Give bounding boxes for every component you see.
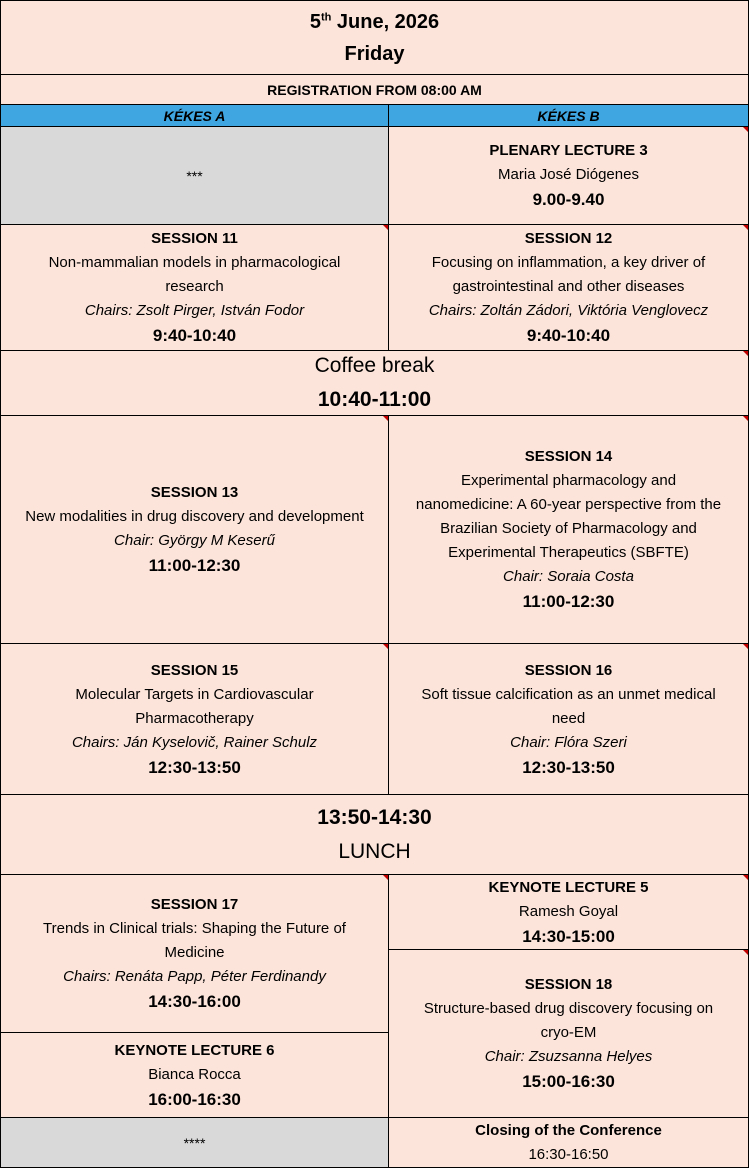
session-time: 9:40-10:40 (526, 326, 611, 345)
session-topic-line: Experimental pharmacology and (460, 472, 677, 489)
session-15 (0, 644, 389, 795)
session-14 (389, 416, 749, 644)
plenary-title: PLENARY LECTURE 3 (489, 142, 648, 159)
coffee-label: Coffee break (314, 354, 435, 377)
session-chairs: Chairs: Zoltán Zádori, Viktória Venglovecz (428, 302, 709, 319)
session-12 (389, 225, 749, 351)
plenary-time: 9.00-9.40 (532, 190, 605, 209)
closing-title: Closing of the Conference (475, 1121, 662, 1139)
date-header (0, 0, 749, 75)
closing-time: 16:30-16:50 (528, 1145, 609, 1163)
session-chairs: Chairs: Zsolt Pirger, István Fodor (84, 302, 305, 319)
registration-row (0, 75, 749, 105)
keynote-title: KEYNOTE LECTURE 5 (488, 878, 649, 896)
lunch-time: 13:50-14:30 (317, 805, 432, 829)
registration-text: REGISTRATION FROM 08:00 AM (267, 81, 482, 98)
session-time: 14:30-16:00 (148, 992, 241, 1011)
session-chairs: Chair: Zsuzsanna Helyes (484, 1048, 653, 1065)
session-topic-line: Experimental Therapeutics (SBFTE) (448, 544, 689, 561)
session-chairs: Chair: Soraia Costa (503, 568, 634, 585)
session-18 (389, 950, 749, 1118)
keynote-title: KEYNOTE LECTURE 6 (114, 1041, 275, 1059)
session-time: 11:00-12:30 (148, 556, 241, 575)
session-time: 15:00-16:30 (522, 1072, 615, 1091)
session-chairs: Chair: Flóra Szeri (510, 733, 627, 751)
session-title: SESSION 17 (150, 896, 239, 913)
session-title: SESSION 18 (524, 976, 613, 993)
room-b-label: KÉKES B (537, 107, 600, 124)
lunch-label: LUNCH (338, 839, 411, 863)
session-topic-line: Focusing on inflammation, a key driver of (431, 254, 706, 271)
room-a-label: KÉKES A (163, 107, 226, 124)
session-title: SESSION 15 (150, 661, 239, 679)
session-13 (0, 416, 389, 644)
coffee-time: 10:40-11:00 (317, 388, 432, 411)
session-chairs: Chairs: Renáta Papp, Péter Ferdinandy (63, 968, 326, 985)
session-topic-line: research (165, 278, 224, 295)
keynote-speaker: Ramesh Goyal (518, 902, 619, 920)
session-topic-line: Brazilian Society of Pharmacology and (440, 520, 697, 537)
keynote-time: 16:00-16:30 (148, 1089, 241, 1109)
session-topic-line: Non-mammalian models in pharmacological (48, 254, 341, 271)
keynote-time: 14:30-15:00 (522, 926, 615, 946)
session-topic-line: nanomedicine: A 60-year perspective from the (415, 496, 722, 513)
session-time: 9:40-10:40 (152, 326, 237, 345)
session-time: 12:30-13:50 (148, 757, 241, 777)
room-a-empty-slot (0, 127, 389, 225)
session-11 (0, 225, 389, 351)
room-b-header (389, 105, 749, 127)
session-topic-line: Trends in Clinical trials: Shaping the Future of (43, 920, 346, 937)
session-title: SESSION 14 (524, 448, 613, 465)
session-topic-line: Medicine (164, 944, 225, 961)
weekday: Friday (344, 42, 405, 65)
placeholder-stars: **** (183, 1134, 206, 1151)
room-a-header (0, 105, 389, 127)
session-time: 11:00-12:30 (522, 592, 615, 611)
keynote-speaker: Bianca Rocca (148, 1065, 241, 1083)
session-title: SESSION 12 (524, 230, 613, 247)
session-topic-line: Structure-based drug discovery focusing on (423, 1000, 714, 1017)
session-chairs: Chairs: Ján Kyselovič, Rainer Schulz (71, 733, 318, 751)
session-topic-line: need (551, 709, 586, 727)
session-topic-line: gastrointestinal and other diseases (452, 278, 685, 295)
session-topic-line: Pharmacotherapy (135, 709, 254, 727)
session-topic-line: New modalities in drug discovery and development (25, 508, 364, 525)
closing-of-conference (389, 1118, 749, 1168)
session-topic-line: cryo-EM (540, 1024, 597, 1041)
coffee-break (0, 351, 749, 416)
session-17 (0, 875, 389, 1033)
placeholder-stars: *** (186, 167, 203, 184)
plenary-speaker: Maria José Diógenes (498, 166, 639, 183)
room-a-closing-empty (0, 1118, 389, 1168)
session-title: SESSION 11 (151, 230, 238, 247)
session-title: SESSION 16 (524, 661, 613, 679)
lunch-break (0, 795, 749, 875)
plenary-lecture-3 (389, 127, 749, 225)
session-16 (389, 644, 749, 795)
session-topic-line: Soft tissue calcification as an unmet medical (421, 685, 716, 703)
session-chairs: Chair: György M Keserű (114, 532, 275, 549)
session-title: SESSION 13 (150, 484, 239, 501)
session-time: 12:30-13:50 (522, 757, 615, 777)
session-topic-line: Molecular Targets in Cardiovascular (75, 685, 314, 703)
keynote-lecture-6 (0, 1033, 389, 1118)
date-title: 5th June, 2026 (309, 10, 440, 33)
keynote-lecture-5 (389, 875, 749, 950)
